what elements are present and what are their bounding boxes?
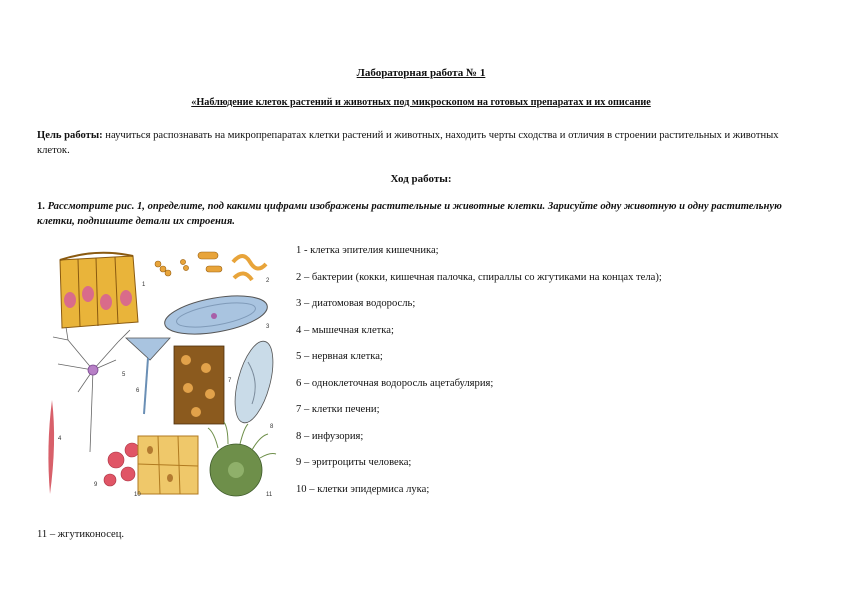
- legend-item: 9 – эритроциты человека;: [296, 457, 412, 468]
- page-title: Лабораторная работа № 1: [356, 67, 486, 79]
- legend-item: 10 – клетки эпидермиса лука;: [296, 483, 430, 495]
- legend-item: 8 – инфузория;: [296, 430, 364, 442]
- erythrocytes-drawing: [104, 443, 139, 486]
- progress-heading: Ход работы:: [390, 173, 452, 185]
- legend-item: 5 – нервная клетка;: [296, 351, 383, 362]
- figure-label-3: 3: [266, 324, 270, 330]
- figure-label-2: 2: [266, 278, 270, 284]
- figure-label-6: 6: [136, 388, 140, 394]
- task-text: Рассмотрите рис. 1, определите, под какими цифрами изображены растительные и животные клетки. Зарисуйте одну животную и одну растительную клетки, подпишите детали их строения.: [37, 201, 782, 227]
- diatom-drawing: [162, 289, 270, 341]
- legend-item: 1 - клетка эпителия кишечника;: [296, 245, 439, 256]
- goal-text: научиться распознавать на микропрепаратах клетки растений и животных, находить черты сходства и отличия в строении растительных и животных клеток.: [37, 130, 779, 156]
- figure-label-7: 7: [228, 378, 232, 384]
- infusoria-drawing: [228, 337, 278, 426]
- cell-legend-list: [296, 244, 816, 509]
- legend-item: 3 – диатомовая водоросль;: [296, 298, 416, 309]
- goal-label: Цель работы:: [37, 130, 103, 141]
- legend-item-last: 11 – жгутиконосец.: [37, 529, 125, 540]
- acetabularia-drawing: [126, 338, 170, 414]
- figure-label-9: 9: [94, 482, 98, 488]
- figure-label-5: 5: [122, 372, 126, 378]
- legend-item: 7 – клетки печени;: [296, 404, 380, 415]
- onion-epidermis-drawing: [138, 436, 198, 494]
- legend-item: 6 – одноклеточная водоросль ацетабулярия;: [296, 377, 494, 389]
- task-number: 1.: [37, 201, 45, 212]
- figure-label-1: 1: [142, 282, 146, 288]
- cells-figure: [38, 242, 278, 500]
- muscle-cell-drawing: [48, 400, 54, 494]
- figure-label-11: 11: [266, 492, 273, 498]
- liver-cells-drawing: [174, 346, 224, 424]
- nerve-cell-drawing: [53, 327, 130, 452]
- task-paragraph: [37, 199, 807, 229]
- epithelium-cells-drawing: [60, 253, 138, 328]
- figure-label-8: 8: [270, 424, 274, 430]
- legend-item: 4 – мышечная клетка;: [296, 324, 394, 336]
- figure-label-4: 4: [58, 436, 62, 442]
- goal-paragraph: [37, 128, 807, 158]
- bacteria-drawing: [155, 252, 266, 280]
- legend-item: 2 – бактерии (кокки, кишечная палочка, спираллы со жгутиками на концах тела);: [296, 271, 662, 283]
- page-subtitle: «Наблюдение клеток растений и животных под микроскопом на готовых препаратах и их описание: [191, 97, 651, 108]
- figure-label-10: 10: [134, 492, 141, 498]
- flagellate-drawing: [208, 422, 276, 496]
